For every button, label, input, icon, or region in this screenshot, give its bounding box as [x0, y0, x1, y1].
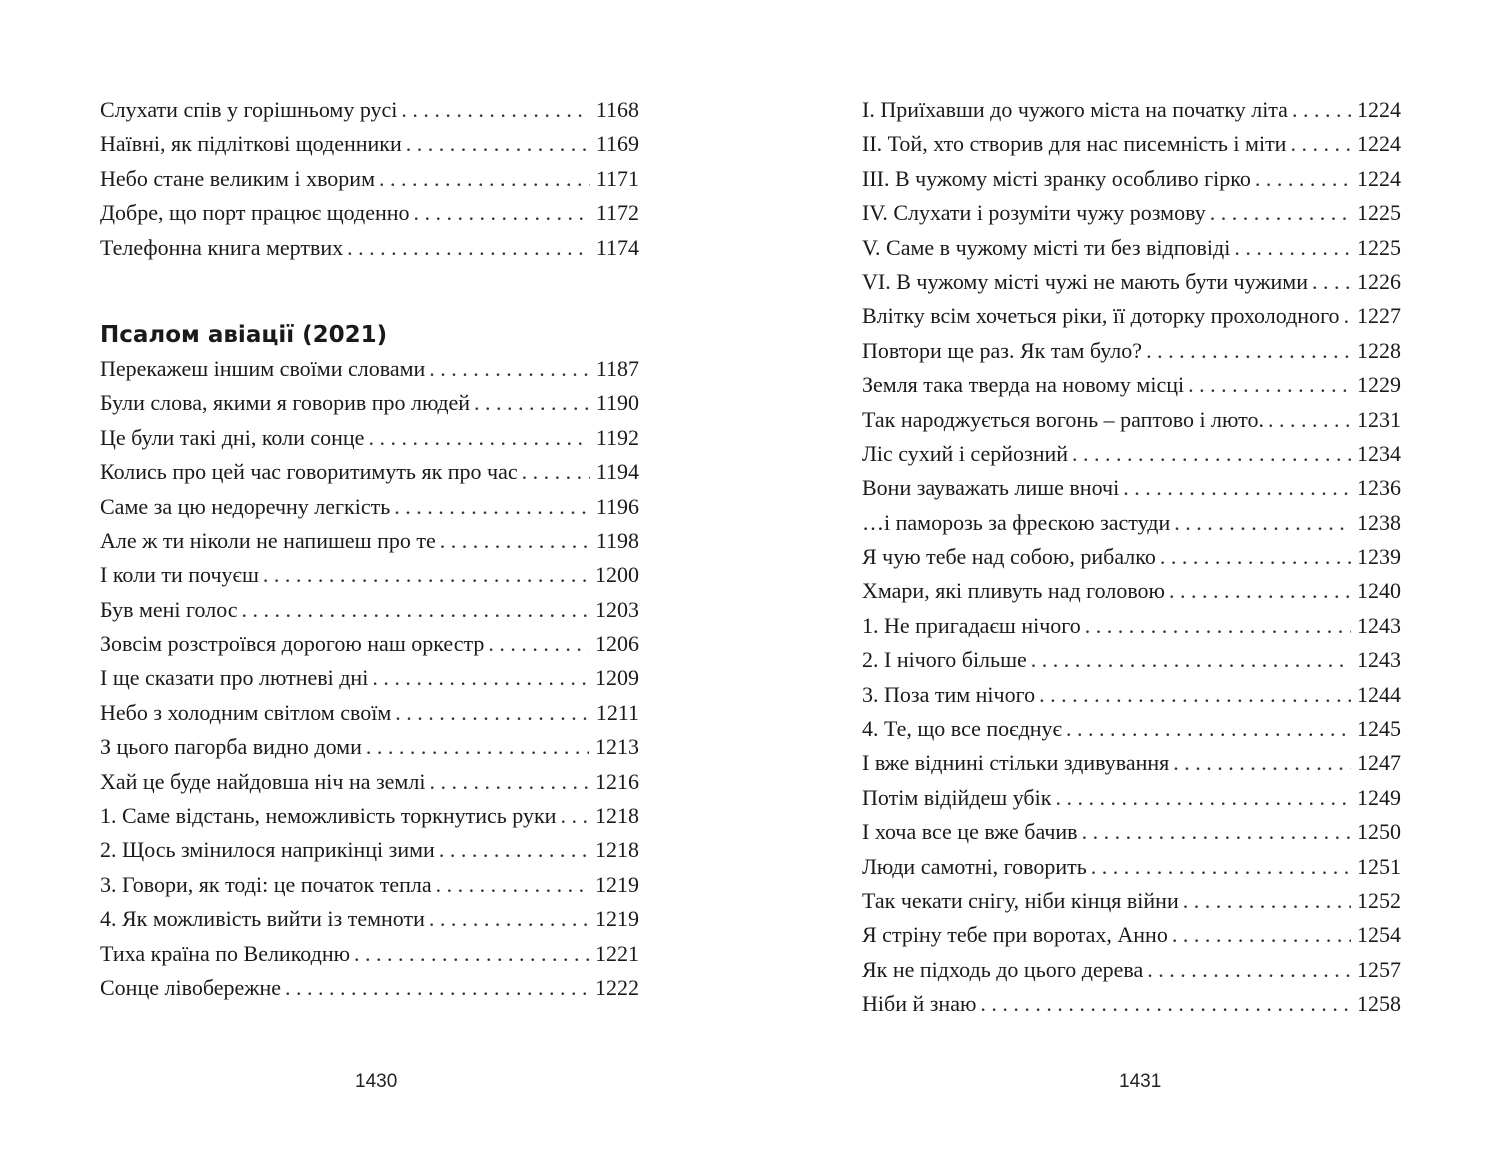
toc-entry — [100, 386, 639, 420]
dot-leader — [1082, 815, 1351, 849]
dot-leader — [1055, 781, 1351, 815]
toc-entry-page: 1224 — [1357, 97, 1401, 122]
toc-entry — [100, 93, 639, 127]
toc-entry-page: 1226 — [1357, 268, 1401, 294]
dot-leader — [395, 696, 590, 730]
toc-entry-title: Так народжується вогонь – раптово і люто. — [862, 406, 1265, 432]
toc-entry — [100, 352, 639, 386]
toc-entry-page: 1244 — [1357, 681, 1401, 707]
dot-leader — [488, 627, 589, 661]
dot-leader — [1290, 127, 1351, 161]
toc-entry-title: …і паморозь за фрескою застуди — [862, 509, 1171, 535]
dot-leader — [414, 196, 590, 230]
toc-entry-title: IV. Слухати і розуміти чужу розмову — [862, 200, 1206, 226]
toc-entry-page: 1227 — [1357, 303, 1401, 329]
toc-entry-title: II. Той, хто створив для нас писемність і міти — [862, 131, 1287, 157]
toc-entry — [100, 833, 639, 867]
toc-entry-page: 1171 — [595, 165, 639, 191]
toc-entry-page: 1194 — [595, 459, 639, 485]
toc-entry-title: 2. І нічого більше — [862, 647, 1027, 673]
toc-entry-page: 1225 — [1357, 200, 1401, 226]
toc-entry-page: 1250 — [1357, 819, 1401, 845]
dot-leader — [1072, 437, 1351, 471]
dot-leader — [285, 971, 589, 1005]
toc-entry-page: 1222 — [595, 974, 639, 1000]
dot-leader — [1174, 506, 1351, 540]
toc-entry-title: Я стріну тебе при воротах, Анно — [862, 922, 1168, 948]
toc-entry-title: 2. Щось змінилося наприкінці зими — [100, 837, 435, 863]
toc-entry-page: 1257 — [1357, 956, 1401, 982]
toc-entry — [100, 231, 639, 265]
dot-leader — [1123, 471, 1351, 505]
dot-leader — [1172, 918, 1351, 952]
toc-entry-page: 1245 — [1357, 716, 1401, 742]
dot-leader — [1160, 540, 1351, 574]
toc-entry — [100, 421, 639, 455]
dot-leader — [1147, 953, 1351, 987]
toc-entry — [862, 506, 1401, 540]
toc-entry-title: Зовсім розстроївся дорогою наш оркестр — [100, 631, 485, 657]
dot-leader — [242, 593, 589, 627]
toc-entry-title: Саме за цю недоречну легкість — [100, 493, 391, 519]
toc-entry — [862, 781, 1401, 815]
toc-entry — [862, 196, 1401, 230]
dot-leader — [1183, 884, 1351, 918]
section-gap — [100, 265, 639, 318]
toc-entry-title: З цього пагорба видно доми — [100, 734, 362, 760]
toc-entry-title: 1. Саме відстань, неможливість торкнутись руки — [100, 803, 557, 829]
dot-leader — [368, 421, 589, 455]
toc-entry-page: 1239 — [1357, 544, 1401, 570]
page-number-left: 1430 — [355, 1071, 398, 1092]
toc-entry-page: 1200 — [595, 562, 639, 588]
toc-entry — [862, 403, 1401, 437]
toc-entry-title: 3. Поза тим нічого — [862, 681, 1036, 707]
toc-entry-page: 1243 — [1357, 647, 1401, 673]
toc-entry-page: 1249 — [1357, 784, 1401, 810]
toc-entry — [100, 490, 639, 524]
toc-list-top — [100, 93, 639, 265]
toc-entry-title: Повтори ще раз. Як там було? — [862, 337, 1143, 363]
toc-entry-title: Люди самотні, говорить — [862, 853, 1087, 879]
toc-entry-page: 1225 — [1357, 234, 1401, 260]
right-page — [756, 0, 1512, 1152]
toc-entry-page: 1221 — [595, 940, 639, 966]
dot-leader — [263, 558, 589, 592]
toc-entry — [862, 368, 1401, 402]
toc-entry-title: Хай це буде найдовша ніч на землі — [100, 768, 426, 794]
toc-entry-title: Вони зауважать лише вночі — [862, 475, 1120, 501]
toc-entry — [100, 127, 639, 161]
toc-entry-title: V. Саме в чужому місті ти без відповіді — [862, 234, 1231, 260]
toc-entry — [100, 627, 639, 661]
dot-leader — [474, 386, 590, 420]
dot-leader — [366, 730, 589, 764]
section-heading: Псалом авіації (2021) — [100, 321, 388, 348]
toc-entry-page: 1206 — [595, 631, 639, 657]
toc-entry — [862, 850, 1401, 884]
dot-leader — [347, 231, 590, 265]
toc-entry — [100, 799, 639, 833]
toc-entry-title: 1. Не пригадаєш нічого — [862, 612, 1081, 638]
toc-entry-page: 1254 — [1357, 922, 1401, 948]
toc-entry-title: Але ж ти ніколи не напишеш про те — [100, 527, 436, 553]
toc-entry-page: 1187 — [595, 355, 639, 381]
toc-entry-title: Тиха країна по Великодню — [100, 940, 351, 966]
dot-leader — [1169, 574, 1351, 608]
toc-entry — [100, 730, 639, 764]
dot-leader — [372, 661, 589, 695]
toc-entry-page: 1213 — [595, 734, 639, 760]
toc-entry-page: 1190 — [595, 390, 639, 416]
toc-entry-title: Сонце лівобережне — [100, 974, 281, 1000]
toc-entry-title: 4. Те, що все поєднує — [862, 716, 1062, 742]
toc-entry-page: 1174 — [595, 234, 639, 260]
toc-entry-page: 1196 — [595, 493, 639, 519]
toc-entry-title: Наївні, як підліткові щоденники — [100, 131, 402, 157]
toc-entry-title: І коли ти почуєш — [100, 562, 259, 588]
toc-entry-title: Добре, що порт працює щоденно — [100, 200, 410, 226]
toc-entry-title: І хоча все це вже бачив — [862, 819, 1078, 845]
dot-leader — [1255, 162, 1351, 196]
dot-leader — [429, 352, 590, 386]
toc-entry-title: Був мені голос — [100, 596, 238, 622]
toc-entry — [862, 540, 1401, 574]
toc-entry-page: 1236 — [1357, 475, 1401, 501]
dot-leader — [1268, 403, 1351, 437]
toc-entry-title: І вже віднині стільки здивування — [862, 750, 1170, 776]
dot-leader — [1344, 299, 1351, 333]
toc-entry-title: Земля така тверда на новому місці — [862, 372, 1185, 398]
toc-entry — [862, 953, 1401, 987]
toc-entry-page: 1258 — [1357, 991, 1401, 1017]
toc-list-right — [862, 93, 1401, 1022]
toc-list-section — [100, 352, 639, 1005]
dot-leader — [1091, 850, 1351, 884]
toc-entry — [862, 299, 1401, 333]
dot-leader — [1234, 231, 1351, 265]
toc-entry-page: 1240 — [1357, 578, 1401, 604]
dot-leader — [1039, 678, 1351, 712]
toc-entry — [862, 746, 1401, 780]
toc-entry-page: 1198 — [595, 527, 639, 553]
toc-entry-title: Ніби й знаю — [862, 991, 977, 1017]
right-toc — [862, 93, 1401, 1022]
dot-leader — [401, 93, 589, 127]
dot-leader — [429, 902, 589, 936]
dot-leader — [439, 833, 589, 867]
toc-entry-title: Телефонна книга мертвих — [100, 234, 344, 260]
toc-entry-page: 1238 — [1357, 509, 1401, 535]
toc-entry-title: Слухати спів у горішньому русі — [100, 97, 398, 122]
toc-entry — [862, 437, 1401, 471]
toc-entry — [862, 678, 1401, 712]
toc-entry — [862, 918, 1401, 952]
toc-entry — [862, 162, 1401, 196]
toc-entry-page: 1192 — [595, 424, 639, 450]
toc-entry-page: 1218 — [595, 803, 639, 829]
toc-entry — [100, 196, 639, 230]
toc-entry — [100, 765, 639, 799]
toc-entry — [862, 609, 1401, 643]
toc-entry-page: 1209 — [595, 665, 639, 691]
dot-leader — [354, 937, 589, 971]
toc-entry-page: 1224 — [1357, 165, 1401, 191]
toc-entry — [862, 334, 1401, 368]
toc-entry-title: Як не підходь до цього дерева — [862, 956, 1144, 982]
toc-entry-title: Я чую тебе над собою, рибалко — [862, 544, 1156, 570]
toc-entry — [862, 574, 1401, 608]
page-number-right: 1431 — [1119, 1071, 1162, 1092]
toc-entry — [862, 884, 1401, 918]
toc-entry-page: 1251 — [1357, 853, 1401, 879]
toc-entry-title: Потім відійдеш убік — [862, 784, 1052, 810]
toc-entry — [100, 558, 639, 592]
toc-entry-page: 1172 — [595, 200, 639, 226]
dot-leader — [379, 162, 590, 196]
toc-entry-page: 1219 — [595, 871, 639, 897]
toc-entry — [862, 643, 1401, 677]
toc-entry-page: 1219 — [595, 906, 639, 932]
toc-entry-page: 1168 — [595, 97, 639, 122]
toc-entry-page: 1216 — [595, 768, 639, 794]
toc-entry-page: 1228 — [1357, 337, 1401, 363]
toc-entry — [862, 712, 1401, 746]
toc-entry-page: 1229 — [1357, 372, 1401, 398]
dot-leader — [1031, 643, 1351, 677]
dot-leader — [406, 127, 590, 161]
toc-entry-title: Небо стане великим і хворим — [100, 165, 375, 191]
dot-leader — [1188, 368, 1351, 402]
left-toc — [100, 93, 639, 1005]
toc-entry-title: I. Приїхавши до чужого міста на початку літа — [862, 97, 1288, 122]
dot-leader — [522, 455, 590, 489]
toc-entry-page: 1234 — [1357, 440, 1401, 466]
toc-entry-title: Ліс сухий і серйозний — [862, 440, 1069, 466]
toc-entry-title: VI. В чужому місті чужі не мають бути чужими — [862, 268, 1308, 294]
toc-entry — [100, 593, 639, 627]
toc-entry-title: III. В чужому місті зранку особливо гірко — [862, 165, 1251, 191]
toc-entry-title: Влітку всім хочеться ріки, її доторку прохолодного — [862, 303, 1340, 329]
dot-leader — [1292, 93, 1351, 127]
toc-entry — [100, 524, 639, 558]
dot-leader — [429, 765, 589, 799]
toc-entry-title: Перекажеш іншим своїми словами — [100, 355, 426, 381]
dot-leader — [440, 524, 590, 558]
dot-leader — [1173, 746, 1351, 780]
toc-entry — [100, 902, 639, 936]
dot-leader — [1312, 265, 1351, 299]
dot-leader — [1210, 196, 1351, 230]
toc-entry — [862, 93, 1401, 127]
toc-entry — [100, 455, 639, 489]
dot-leader — [1085, 609, 1351, 643]
toc-entry-page: 1211 — [595, 699, 639, 725]
toc-entry-title: Небо з холодним світлом своїм — [100, 699, 392, 725]
toc-entry-title: Були слова, якими я говорив про людей — [100, 390, 471, 416]
toc-entry-title: Хмари, які пливуть над головою — [862, 578, 1165, 604]
toc-entry — [100, 937, 639, 971]
toc-entry-page: 1243 — [1357, 612, 1401, 638]
dot-leader — [436, 868, 589, 902]
toc-entry — [100, 162, 639, 196]
dot-leader — [560, 799, 589, 833]
toc-entry-page: 1247 — [1357, 750, 1401, 776]
toc-entry-title: Колись про цей час говоритимуть як про час — [100, 459, 518, 485]
dot-leader — [980, 987, 1351, 1021]
dot-leader — [1146, 334, 1351, 368]
toc-entry — [862, 127, 1401, 161]
toc-entry-title: 4. Як можливість вийти із темноти — [100, 906, 425, 932]
toc-entry — [100, 696, 639, 730]
toc-entry — [100, 868, 639, 902]
toc-entry-title: Це були такі дні, коли сонце — [100, 424, 365, 450]
toc-entry-page: 1218 — [595, 837, 639, 863]
toc-entry — [100, 661, 639, 695]
toc-entry-title: 3. Говори, як тоді: це початок тепла — [100, 871, 432, 897]
toc-entry — [862, 471, 1401, 505]
toc-entry-title: І ще сказати про лютневі дні — [100, 665, 369, 691]
toc-entry-page: 1231 — [1357, 406, 1401, 432]
toc-entry-page: 1252 — [1357, 887, 1401, 913]
toc-entry-page: 1203 — [595, 596, 639, 622]
dot-leader — [394, 490, 590, 524]
toc-entry — [862, 265, 1401, 299]
toc-entry-title: Так чекати снігу, ніби кінця війни — [862, 887, 1179, 913]
toc-entry — [100, 971, 639, 1005]
toc-entry — [862, 815, 1401, 849]
toc-entry — [862, 987, 1401, 1021]
toc-entry — [862, 231, 1401, 265]
toc-entry-page: 1224 — [1357, 131, 1401, 157]
toc-entry-page: 1169 — [595, 131, 639, 157]
dot-leader — [1066, 712, 1351, 746]
